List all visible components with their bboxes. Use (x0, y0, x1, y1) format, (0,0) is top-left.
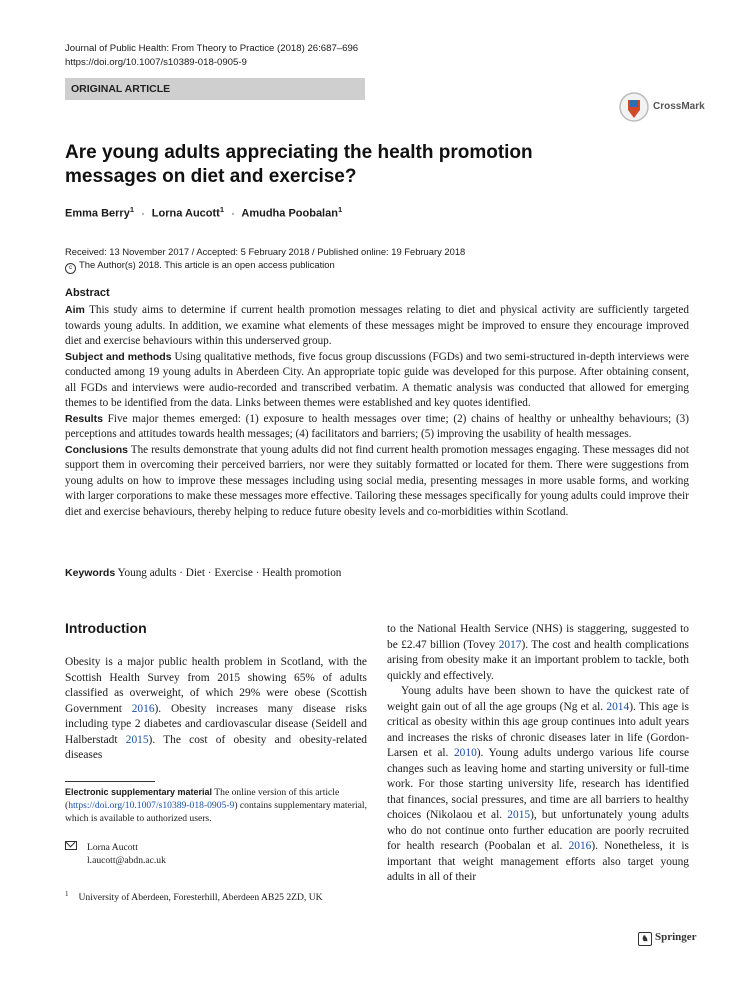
envelope-icon (65, 841, 77, 850)
body-text: ). The cost and health complications arising from obesity make it an important problem to tackle, both quickly and effectively. (387, 638, 689, 682)
citation-link[interactable]: 2017 (498, 638, 522, 651)
author-list (65, 205, 342, 220)
supplementary-material-note (65, 786, 367, 825)
citation-link[interactable]: 2016 (131, 702, 155, 715)
springer-horse-icon: ♞ (638, 932, 652, 946)
body-text: to the National Health Service (NHS) is staggering, suggested to be £2.47 billion (Tovey (387, 623, 689, 651)
article-title: Are young adults appreciating the health promotion messages on diet and exercise? (65, 142, 533, 187)
contact-name: Lorna Aucott (87, 842, 138, 853)
body-text: ). This age is critical as obesity within this age group continues into adult years and increases the risks of chronic diseases later in life (Gordon-Larsen et al. (387, 700, 689, 759)
citation-link[interactable]: 2016 (568, 840, 592, 852)
citation-link[interactable]: 2015 (507, 809, 531, 821)
body-text: ). Nonetheless, it is important that weight management efforts also target young adults in all of their (387, 840, 689, 883)
author-affiliation-mark: 1 (337, 205, 343, 214)
license-line (65, 258, 465, 274)
abstract-results-text: Five major themes emerged: (1) exposure to health messages over time; (2) chains of healthy or unhealthy behaviours; (3) perceptions and attitudes towards health messages; (4) facilitators and barriers; (5) improving the usability of health messages. (65, 412, 689, 440)
affiliation-text: University of Aberdeen, Foresterhill, Aberdeen AB25 2ZD, UK (78, 892, 323, 904)
body-text: Obesity is a major public health problem in Scotland, with the Scottish Health Survey from 2015 showing 65% of adults classified as overweight, of which 29% were obese (Scottish Government (65, 656, 367, 715)
author-separator: · (141, 207, 145, 220)
author-separator: · (231, 207, 235, 220)
body-text: ). Young adults undergo various life course changes such as leaving home and starting university or full-time work. For those starting university life, research has identified that finances, social pressures, and time are all barriers to healthy choices (Nikolaou et al. (387, 747, 690, 821)
footnote-divider (65, 781, 155, 782)
introduction-left-column (65, 655, 367, 764)
dates-line: Received: 13 November 2017 / Accepted: 5 February 2018 / Published online: 19 February 2018 (65, 246, 466, 257)
crossmark-label: CrossMark (653, 101, 705, 112)
body-text: ). The cost of obesity and obesity-related diseases (65, 733, 367, 761)
journal-header (65, 42, 358, 70)
abstract-methods-text: Using qualitative methods, five focus group discussions (FGDs) and two semi-structured in-depth interviews were conducted among 19 young adults in Aberdeen City. An appropriate topic guide was developed for this purpose. After obtaining consent, all FGDs and interviews were audio-recorded and transcribed verbatim. A thematic analysis was conducted that allowed for emerging themes to be identified from the data. Links between themes were established and key quotes identified. (65, 350, 689, 409)
abstract-aim-text: This study aims to determine if current health promotion messages relating to diet and physical activity are sufficiently targeted towards young adults. In addition, we examine what elements of these messages might be improved to ensure they encourage improved diet and exercise behaviours within this underserved group. (65, 304, 689, 347)
abstract-conclusions-text: The results demonstrate that young adults did not find current health promotion messages engaging. These messages did not support them in overcoming their perceived barriers, nor were they suitably formatted or located for them. There were suggestions from young adults on how to improve these messages including using social media, presenting messages in more usable forms, and working with larger corporations to make these messages more effective. Tailoring these messages specifically for young adults could improve their diet and exercise behaviours, thereby helping to reduce future obesity levels and co-morbidities within Scotland. (65, 443, 689, 518)
crossmark-badge[interactable] (619, 91, 705, 125)
introduction-right-column (387, 622, 689, 886)
citation-link[interactable]: 2014 (606, 700, 630, 713)
article-type-banner: ORIGINAL ARTICLE (65, 78, 365, 100)
license-text: The Author(s) 2018. This article is an open access publication (79, 259, 335, 270)
publisher-logo (638, 931, 697, 946)
esm-text: ) contains supplementary material, which is available to authorized users. (65, 800, 367, 824)
abstract-conclusions (65, 443, 689, 521)
affiliation-number: 1 (65, 890, 69, 898)
esm-label: Electronic supplementary material (65, 787, 213, 797)
crossmark-icon (619, 91, 649, 125)
publisher-name: Springer (655, 931, 697, 943)
abstract-results (65, 412, 689, 443)
contact-email[interactable]: l.aucott@abdn.ac.uk (87, 855, 166, 866)
contact-name-line (65, 841, 166, 854)
esm-text: The online version of this article ( (65, 787, 340, 811)
body-text: Young adults have been shown to have the quickest rate of weight gain out of all the age groups (Ng et al. (387, 685, 689, 713)
abstract-conclusions-label: Conclusions (65, 443, 129, 456)
keywords-label: Keywords (65, 567, 116, 579)
paragraph (387, 684, 689, 886)
body-text: ). Obesity increases many disease risks including type 2 diabetes and cardiovascular disease (Seidell and Halberstadt (65, 702, 367, 746)
publication-dates (65, 245, 465, 274)
citation-link[interactable]: 2015 (125, 733, 149, 746)
abstract-methods-label: Subject and methods (65, 350, 172, 363)
esm-doi-link[interactable]: https://doi.org/10.1007/s10389-018-0905-9 (68, 800, 235, 811)
abstract-aim-label: Aim (65, 304, 85, 316)
introduction-heading: Introduction (65, 620, 147, 636)
open-access-icon: c (65, 263, 76, 274)
abstract-heading: Abstract (65, 287, 110, 299)
keywords (65, 567, 341, 579)
corresponding-author (65, 841, 166, 867)
author-name[interactable]: Emma Berry (65, 207, 130, 220)
affiliation (65, 890, 323, 903)
citation-link[interactable]: 2010 (453, 747, 477, 759)
author-name[interactable]: Amudha Poobalan (241, 207, 338, 220)
body-text: ), but unfortunately young adults who do not continue onto further education are poorly recruited for health research (Poobalan et al. (387, 809, 689, 852)
journal-citation: Journal of Public Health: From Theory to Practice (2018) 26:687–696 (65, 43, 359, 54)
doi-link[interactable]: https://doi.org/10.1007/s10389-018-0905-9 (65, 57, 247, 68)
author-affiliation-mark: 1 (219, 205, 224, 214)
abstract-body (65, 303, 689, 520)
abstract-aim (65, 303, 689, 350)
author-affiliation-mark: 1 (129, 205, 134, 214)
author-name[interactable]: Lorna Aucott (151, 207, 220, 220)
keywords-text: Young adults · Diet · Exercise · Health promotion (115, 567, 342, 579)
abstract-results-label: Results (65, 412, 103, 425)
paragraph (387, 622, 689, 684)
abstract-methods (65, 350, 689, 412)
